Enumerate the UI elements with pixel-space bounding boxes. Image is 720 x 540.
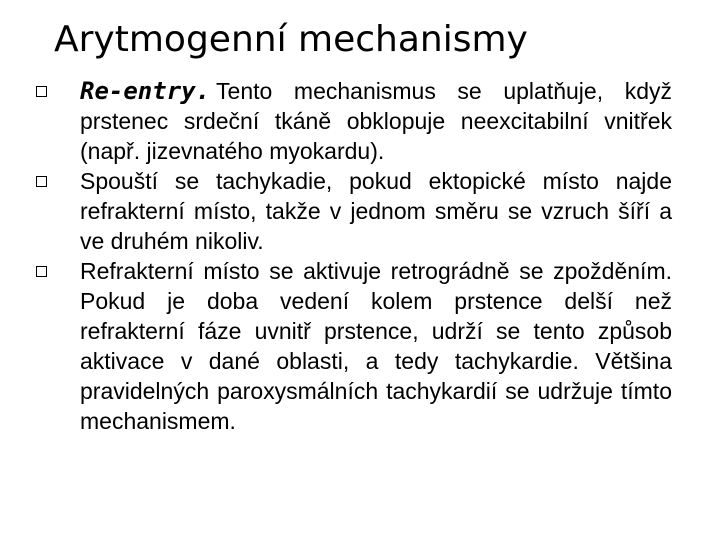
bullet-text xyxy=(80,256,672,436)
bullet-text xyxy=(80,166,672,256)
bullet-body: Refrakterní místo se aktivuje retrográdně se zpožděním. Pokud je doba vedení kolem prstence delší než refrakterní fáze uvnitř prstence, udrží se tento způsob aktivace v dané oblasti, a tedy tachykardie. Většina pravidelných paroxysmálních tachykardií se udržuje tímto mechanismem. xyxy=(80,258,672,434)
square-bullet-icon xyxy=(36,266,47,277)
bullet-item-refractory xyxy=(34,256,672,436)
bullet-text xyxy=(80,76,672,166)
bullet-list xyxy=(34,76,672,436)
bullet-body: Tento mechanismus se uplatňuje, když prstenec srdeční tkáně obklopuje neexcitabilní vnitřek (např. jizevnatého myokardu). xyxy=(80,78,672,164)
bullet-body: Spouští se tachykadie, pokud ektopické místo najde refrakterní místo, takže v jednom směru se vzruch šíří a ve druhém nikoliv. xyxy=(80,168,672,254)
square-bullet-icon xyxy=(36,176,47,187)
square-bullet-icon xyxy=(36,86,47,97)
bullet-item-trigger xyxy=(34,166,672,256)
bullet-item-re-entry xyxy=(34,76,672,166)
slide-title: Arytmogenní mechanismy xyxy=(54,19,528,60)
bullet-term: Re-entry. xyxy=(80,77,211,105)
